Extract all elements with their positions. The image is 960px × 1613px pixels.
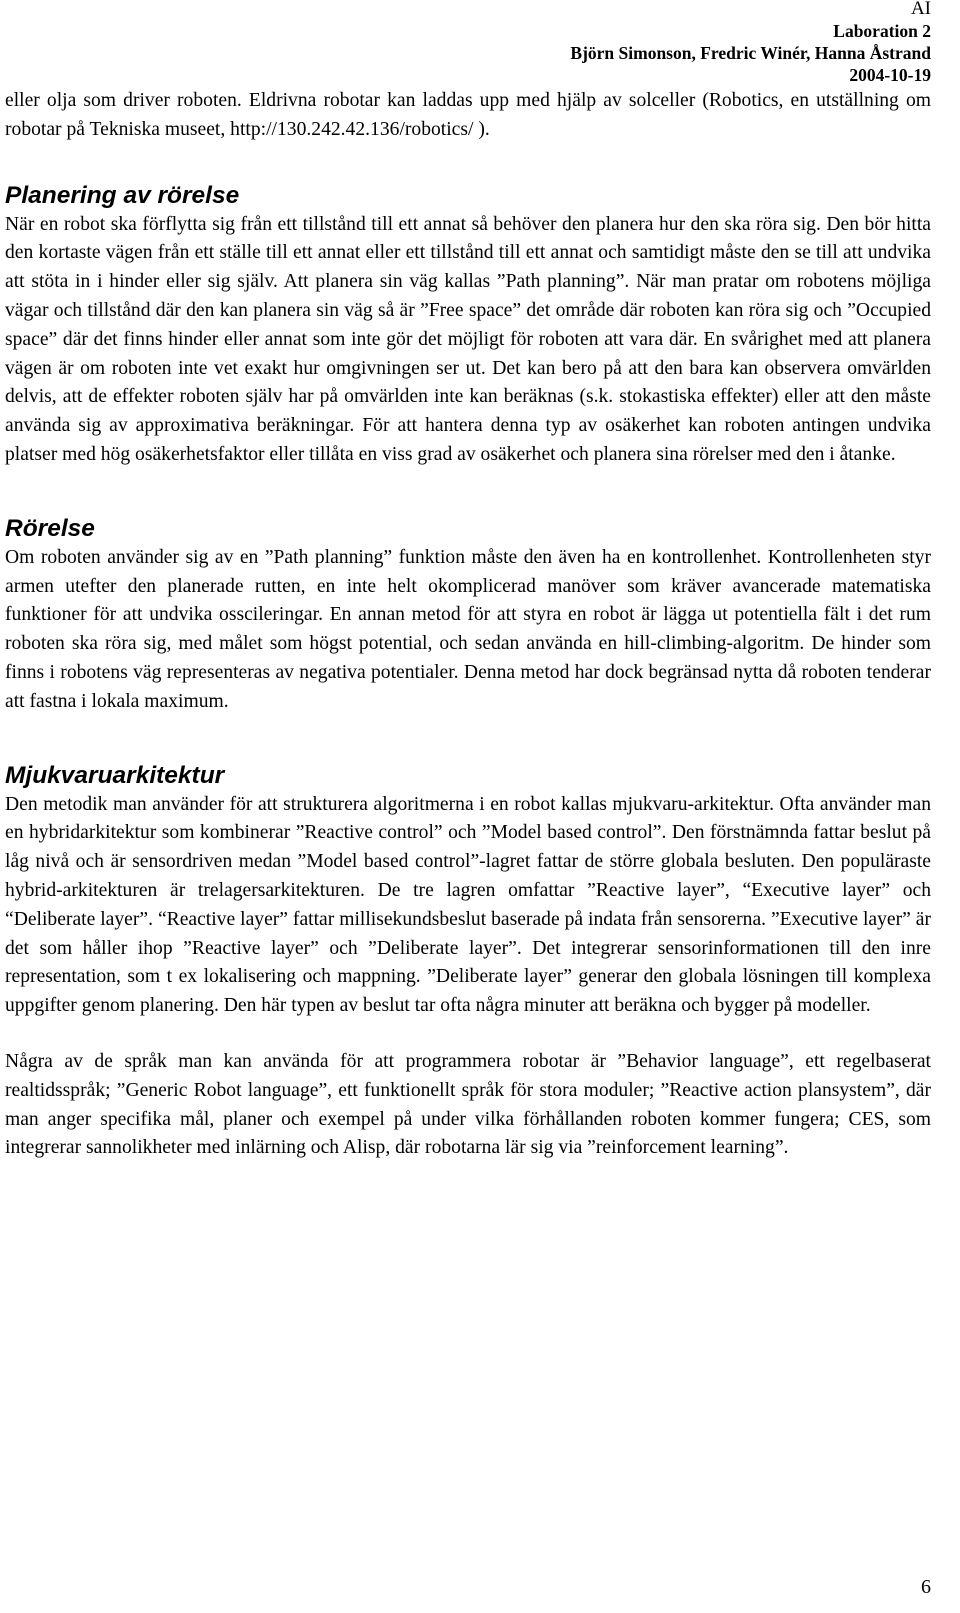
section-paragraph: Om roboten använder sig av en ”Path planning” funktion måste den även ha en kontrollenhet. Kontrollenheten styr armen utefter den planerade rutten, en inte helt okomplicerad manöver som kräver avancerade matematiska funktioner för att undvika osscileringar. En annan metod för att styra en robot är lägga ut potentiella fält i det rum roboten ska röra sig, med målet som högst potential, och sedan använda en hill-climbing-algoritm. De hinder som finns i robotens väg representeras av negativa potentialer. Denna metod har dock begränsad nytta då roboten tenderar att fastna i lokala maximum.	[5, 546, 931, 712]
section-heading-planering: Planering av rörelse	[5, 181, 240, 209]
header-lab: Laboration 2	[833, 21, 931, 41]
header-date: 2004-10-19	[849, 65, 931, 85]
page-number: 6	[921, 1576, 931, 1598]
section-heading-mjukvaruarkitektur: Mjukvaruarkitektur	[5, 761, 225, 789]
section-paragraph: Några av de språk man kan använda för att programmera robotar är ”Behavior language”, ett regelbaserat realtidsspråk; ”Generic Robot language”, ett funktionellt språk för stora moduler; ”Reactive action plansystem”, där man anger specifika mål, planer och exempel på under vilka förhållanden roboten kommer fungera; CES, som integrerar sannolikheter med inlärning och Alisp, där robotarna lär sig via ”reinforcement learning”.	[5, 1050, 931, 1159]
section-heading-rorelse: Rörelse	[5, 514, 95, 542]
header-authors: Björn Simonson, Fredric Winér, Hanna Åstrand	[570, 43, 931, 63]
section-paragraph: När en robot ska förflytta sig från ett tillstånd till ett annat så behöver den planera hur den ska röra sig. Den bör hitta den kortaste vägen från ett ställe till ett annat eller ett tillstånd till ett annat och samtidigt måste den se till att undvika att stöta in i hinder eller sig själv. Att planera sin väg kallas ”Path planning”. När man pratar om robotens möjliga vägar och tillstånd där den kan planera sin väg så är ”Free space” det område där roboten kan röra sig och ”Occupied space” där det finns hinder eller annat som inte gör det möjligt för roboten att vara där. En svårighet med att planera vägen är om roboten inte vet exakt hur omgivningen ser ut. Det kan bero på att den bara kan observera omvärlden delvis, att de effekter roboten själv har på omvärlden inte kan beräknas (s.k. stokastiska effekter) eller att den måste använda sig av approximativa beräkningar. För att hantera denna typ av osäkerhet kan roboten antingen undvika platser med hög osäkerhetsfaktor eller tillåta en viss grad av osäkerhet och planera sina rörelser med den i åtanke.	[5, 213, 931, 465]
section-paragraph: Den metodik man använder för att strukturera algoritmerna i en robot kallas mjukvaru-arkitektur. Ofta använder man en hybridarkitektur som kombinerar ”Reactive control” och ”Model based control”. Den förstnämnda fattar beslut på låg nivå och är sensordriven medan ”Model based control”-lagret fattar de större globala besluten. Den populäraste hybrid-arkitekturen är trelagersarkitekturen. De tre lagren omfattar ”Reactive layer”, “Executive layer” och “Deliberate layer”. “Reactive layer” fattar millisekundsbeslut baserade på indata från sensorerna. ”Executive layer” är det som håller ihop ”Reactive layer” och ”Deliberate layer”. Det integrerar sensorinformationen till den inre representation, som t ex lokalisering och mappning. ”Deliberate layer” generar den globala lösningen till komplexa uppgifter genom planering. Den här typen av beslut tar ofta några minuter att beräkna och bygger på modeller.	[5, 793, 931, 1017]
intro-paragraph: eller olja som driver roboten. Eldrivna robotar kan laddas upp med hjälp av solceller (Robotics, en utställning om robotar på Tekniska museet, http://130.242.42.136/robotics/ ).	[5, 90, 931, 140]
page-header	[570, 0, 931, 86]
header-course: AI	[910, 0, 931, 19]
document-body	[5, 87, 931, 1163]
